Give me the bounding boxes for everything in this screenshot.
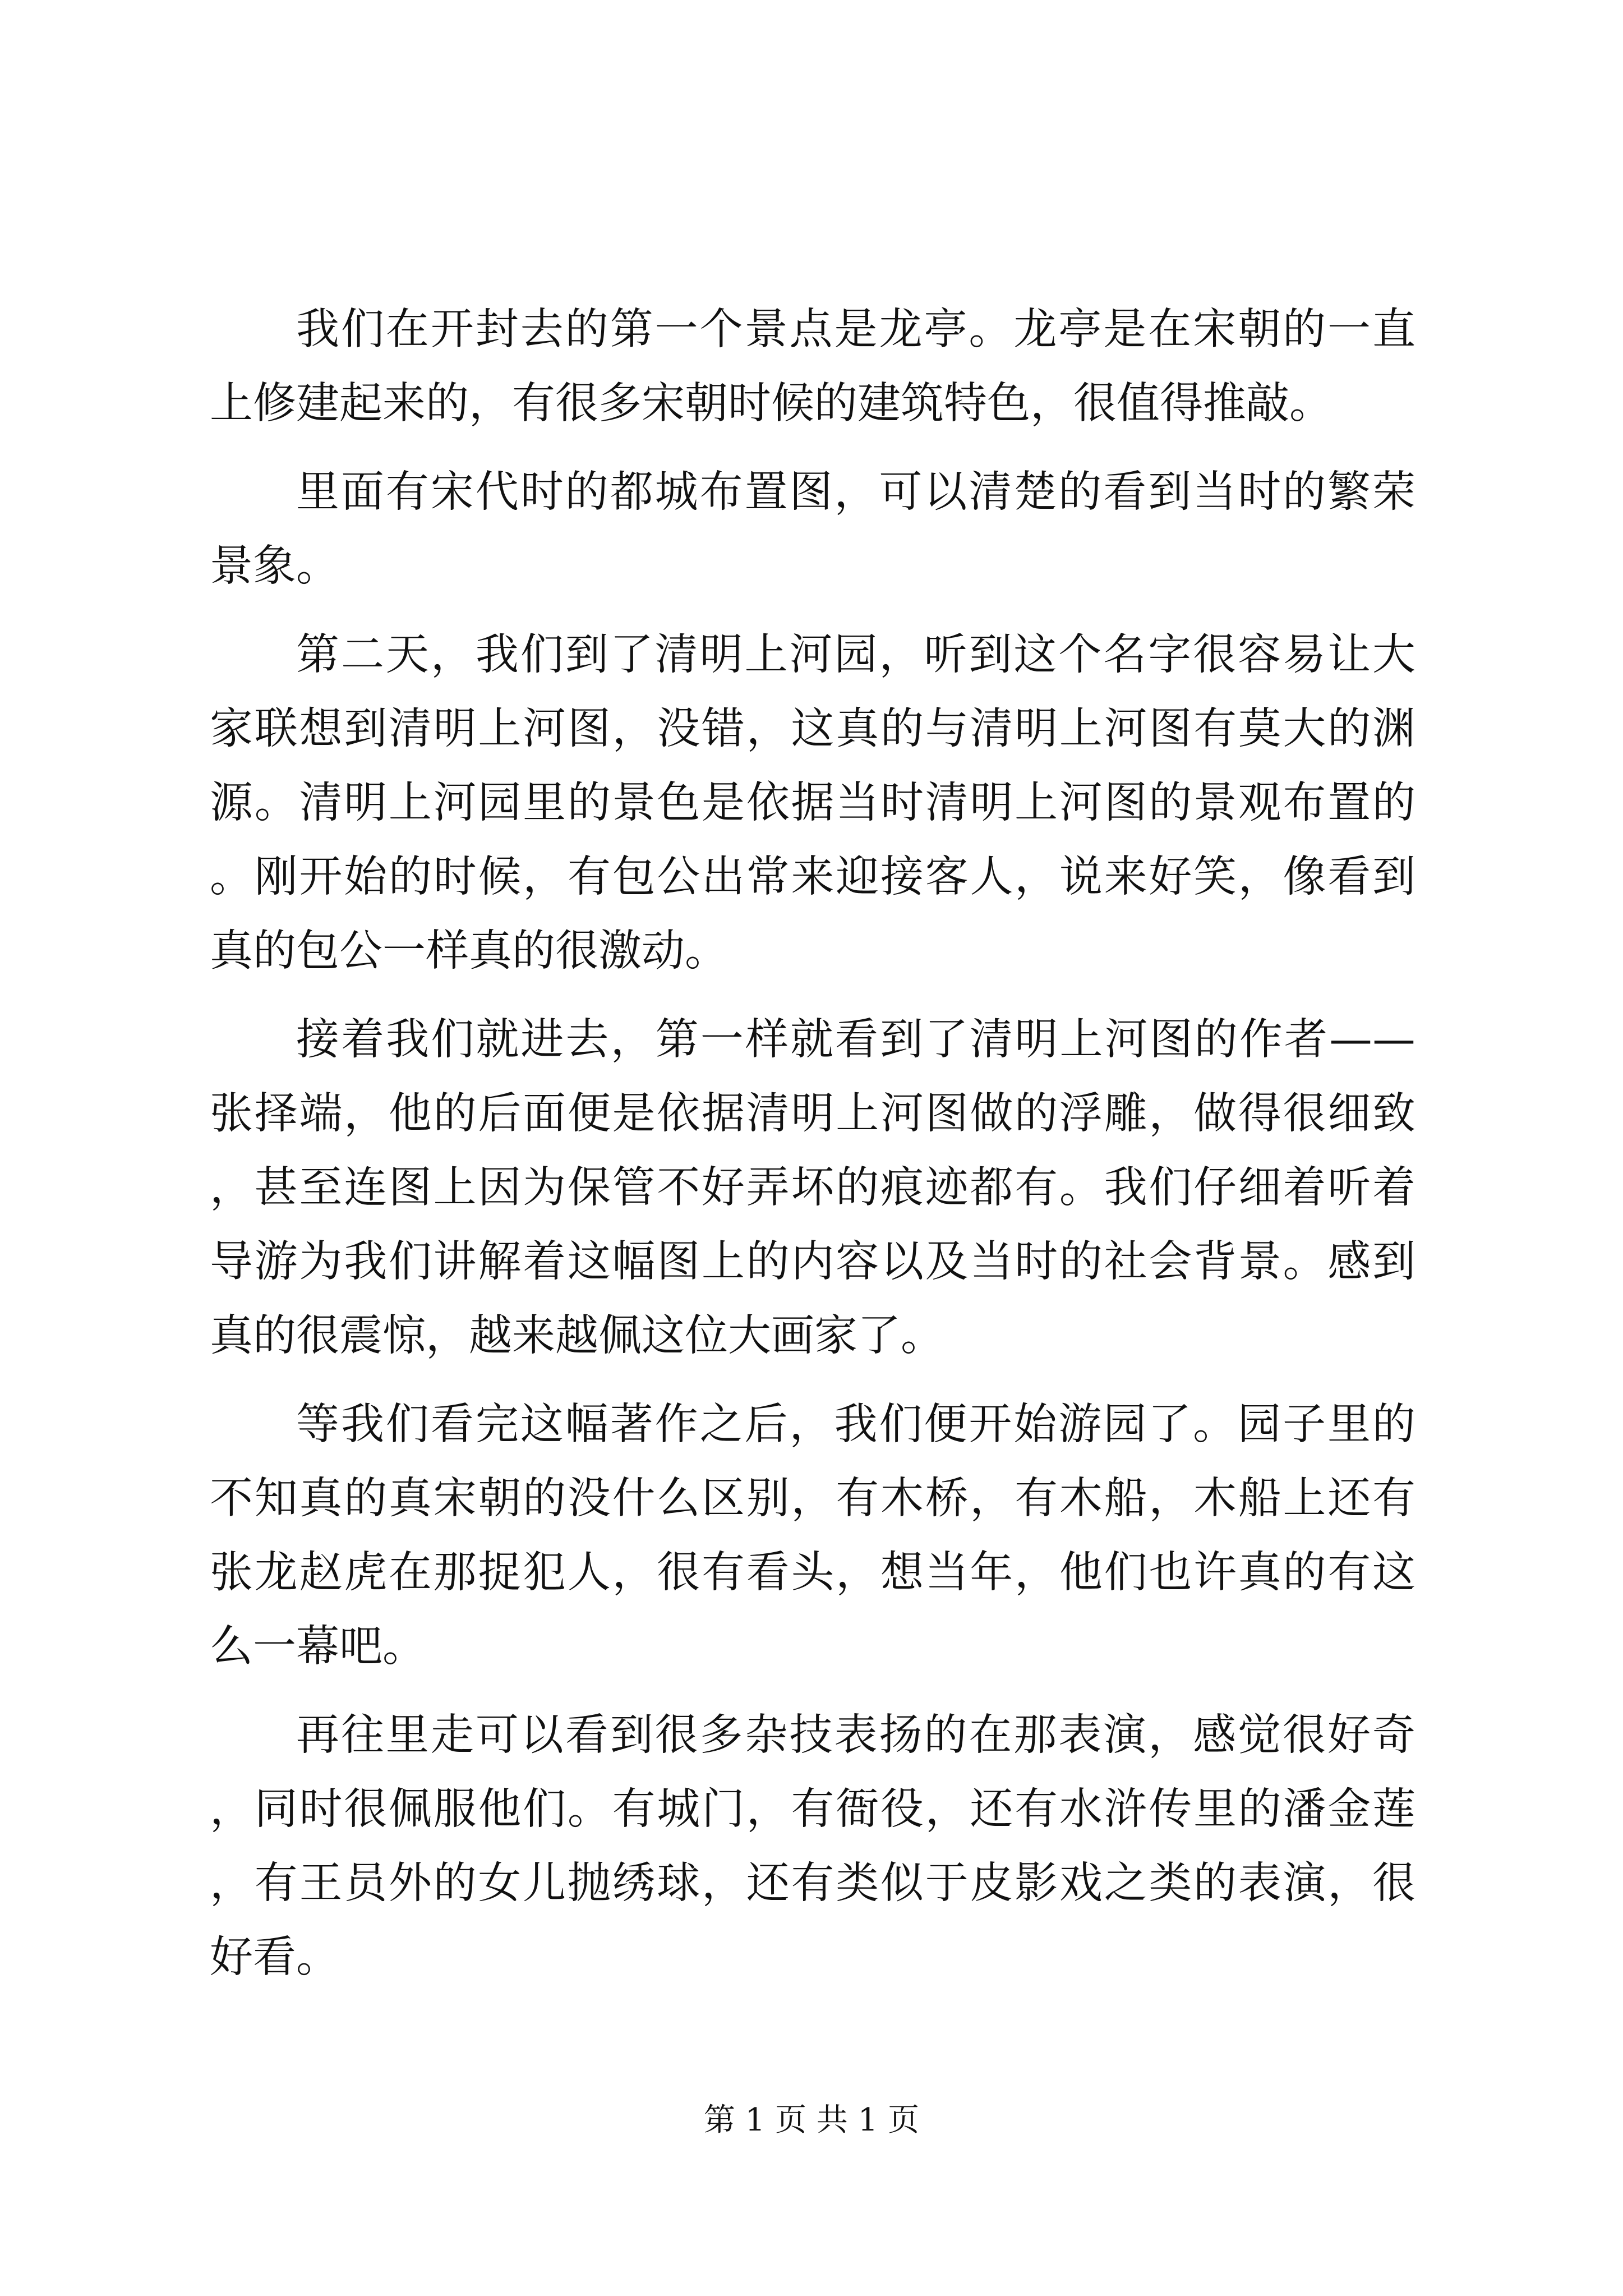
paragraph: 等我们看完这幅著作之后，我们便开始游园了。园子里的不知真的真宋朝的没什么区别，有木桥，有木船，木船上还有张龙赵虎在那捉犯人，很有看头，想当年，他们也许真的有这么一幕吧。 xyxy=(210,1400,1415,1672)
paragraph: 第二天，我们到了清明上河园，听到这个名字很容易让大家联想到清明上河图，没错，这真的与清明上河图有莫大的渊源。清明上河园里的景色是依据当时清明上河图的景观布置的。刚开始的时候，有包公出常来迎接客人，说来好笑，像看到真的包公一样真的很激动。 xyxy=(210,630,1415,976)
page-footer: 第 1 页 共 1 页 xyxy=(703,2102,920,2138)
paragraph: 接着我们就进去，第一样就看到了清明上河图的作者——张择端，他的后面便是依据清明上河图做的浮雕，做得很细致，甚至连图上因为保管不好弄坏的痕迹都有。我们仔细着听着导游为我们讲解着这幅图上的内容以及当时的社会背景。感到真的很震惊，越来越佩这位大画家了。 xyxy=(210,1015,1415,1361)
paragraph: 里面有宋代时的都城布置图，可以清楚的看到当时的繁荣景象。 xyxy=(210,467,1415,591)
document-body xyxy=(210,293,1415,2009)
paragraph: 再往里走可以看到很多杂技表扬的在那表演，感觉很好奇，同时很佩服他们。有城门，有衙役，还有水浒传里的潘金莲，有王员外的女儿抛绣球，还有类似于皮影戏之类的表演，很好看。 xyxy=(210,1710,1415,1982)
paragraph: 我们在开封去的第一个景点是龙亭。龙亭是在宋朝的一直上修建起来的，有很多宋朝时候的建筑特色，很值得推敲。 xyxy=(210,305,1415,429)
